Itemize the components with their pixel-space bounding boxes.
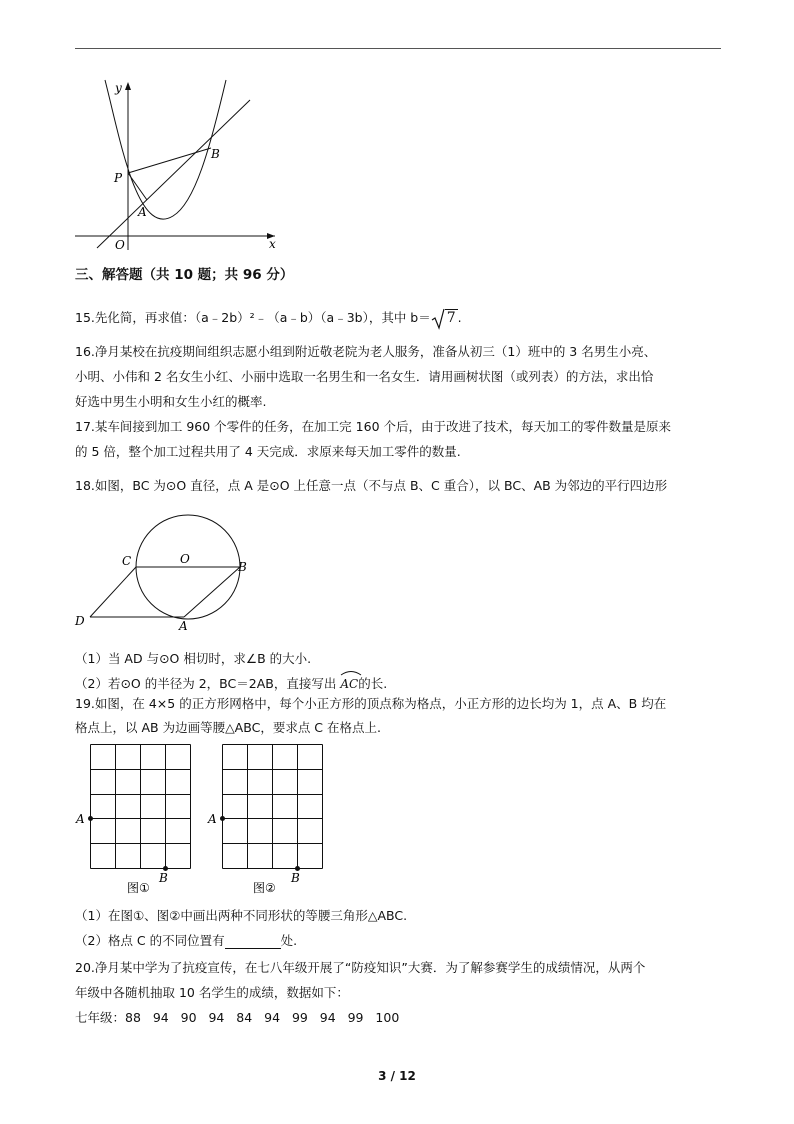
label-b-grid2: B [291, 871, 300, 885]
segment-cd [90, 567, 136, 617]
label-a: A [138, 205, 147, 219]
grid-figure-2 [205, 742, 335, 897]
sqrt-value: 7 [446, 310, 456, 326]
grid-figure-1 [72, 742, 202, 897]
q19-line-1: 19.如图，在 4×5 的正方形网格中，每个小正方形的顶点称为格点，小正方形的边长均为 1，点 A、B 均在 [75, 696, 667, 711]
label-b: B [211, 147, 220, 161]
q18-sub-1: （1）当 AD 与⊙O 相切时，求∠B 的大小. [75, 651, 312, 666]
q19-sub-2 [75, 933, 297, 949]
arc-label: AC [340, 677, 359, 691]
caption-fig1: 图① [127, 881, 150, 895]
question-15 [75, 310, 462, 326]
q20-grade7-data: 七年级：88 94 90 94 84 94 99 94 99 100 [75, 1010, 400, 1025]
q17-line-1: 17.某车间接到加工 960 个零件的任务，在加工完 160 个后，由于改进了技术，每天加工的零件数量是原来 [75, 419, 671, 434]
q18-sub2-pre: （2）若⊙O 的半径为 2，BC＝2AB，直接写出 [75, 676, 337, 691]
q20-line-2: 年级中各随机抽取 10 名学生的成绩，数据如下： [75, 985, 349, 1000]
segment-ab [184, 567, 240, 617]
section-title: 三、解答题（共 10 题；共 96 分） [75, 267, 294, 283]
point-a [220, 816, 225, 821]
sqrt-expression [431, 310, 458, 326]
label-a-circle: A [179, 619, 188, 633]
answer-blank[interactable] [225, 936, 281, 949]
label-c: C [122, 554, 132, 568]
label-p: P [114, 171, 123, 185]
label-o-circle: O [180, 552, 190, 566]
q18-sub2-post: 的长. [358, 676, 388, 691]
parabola-curve [105, 80, 226, 219]
label-y: y [115, 81, 122, 95]
q17-line-2: 的 5 倍，整个加工过程共用了 4 天完成．求原来每天加工零件的数量. [75, 444, 461, 459]
q19-sub-1: （1）在图①、图②中画出两种不同形状的等腰三角形△ABC. [75, 908, 408, 923]
q18-text: 18.如图，BC 为⊙O 直径，点 A 是⊙O 上任意一点（不与点 B、C 重合），以 BC、AB 为邻边的平行四边形 [75, 478, 668, 493]
label-b-grid1: B [159, 871, 168, 885]
label-d: D [75, 614, 85, 628]
label-a-grid1: A [76, 812, 85, 826]
caption-fig2: 图② [253, 881, 276, 895]
segment-pa [128, 173, 147, 200]
label-b-circle: B [238, 560, 247, 574]
header-rule [75, 48, 721, 49]
q20-line-1: 20.净月某中学为了抗疫宣传，在七八年级开展了“防疫知识”大赛．为了解参赛学生的成绩情况，从两个 [75, 960, 646, 975]
q15-end: . [457, 310, 462, 325]
q19-line-2: 格点上，以 AB 为边画等腰△ABC，要求点 C 在格点上. [75, 720, 381, 735]
circle-figure [72, 512, 262, 636]
segment-pb [128, 148, 211, 173]
q18-sub-2 [75, 674, 387, 692]
q19-sub2-post: 处. [280, 933, 298, 948]
label-a-grid2: A [208, 812, 217, 826]
q16-line-2: 小明、小伟和 2 名女生小红、小丽中选取一名男生和一名女生．请用画树状图（或列表）的方法，求出恰 [75, 369, 654, 384]
parabola-figure [75, 78, 285, 250]
point-a [88, 816, 93, 821]
label-x: x [269, 237, 276, 250]
q16-line-1: 16.净月某校在抗疫期间组织志愿小组到附近敬老院为老人服务，准备从初三（1）班中的 3 名男生小亮、 [75, 344, 657, 359]
label-o: O [115, 238, 125, 250]
q15-text: 15.先化简，再求值：（a﹣2b）²﹣（a﹣b）（a﹣3b），其中 b＝ [75, 310, 431, 325]
page-number: 3 / 12 [378, 1069, 416, 1083]
q19-sub2-pre: （2）格点 C 的不同位置有 [75, 933, 225, 948]
y-axis-arrow [125, 82, 131, 90]
arc-ac [340, 674, 358, 692]
q16-line-3: 好选中男生小明和女生小红的概率. [75, 394, 267, 409]
